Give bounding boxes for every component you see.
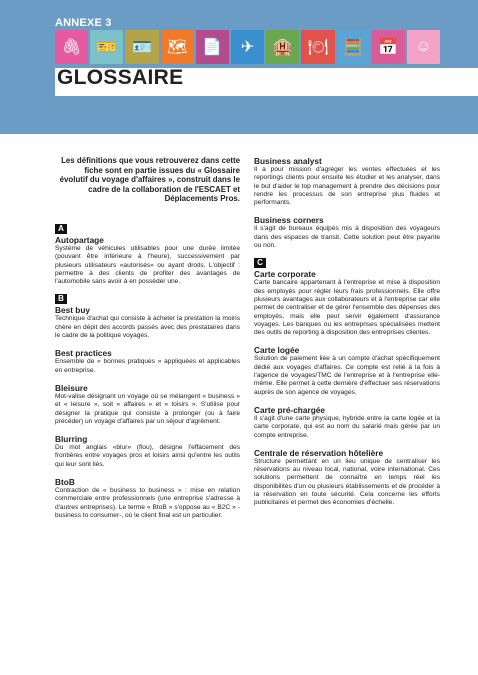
right-column — [254, 156, 440, 516]
glossary-definition: Système de véhicules utilisables pour une durée limitée (pouvant être inférieure à l'heure), successivement par plusieurs utilisateurs «autorisés» ou ayant droits. L'objectif : permettre à des clients de profiter des avantages de l'automobile sans avoir à en posséder une. — [55, 244, 240, 286]
airplane-icon: ✈ — [231, 30, 264, 64]
right-sections — [254, 156, 440, 508]
glossary-term: Carte corporate — [254, 269, 316, 280]
glossary-definition: Technique d'achat qui consiste à acheter la prestation la moins chère en dépit des accords passés avec des prestataires dans le cadre de la politique voyages. — [55, 315, 240, 340]
dining-icon: 🍽 — [301, 30, 334, 64]
icon-strip — [55, 30, 440, 64]
smiley-icon: ☺ — [407, 30, 440, 64]
header-band — [0, 0, 478, 134]
section-letter: A — [55, 224, 67, 234]
glossary-term: Carte pré-chargée — [254, 404, 326, 415]
glossary-term: Best buy — [55, 305, 91, 316]
ticket-icon: 🎫 — [90, 30, 123, 64]
map-icon: 🗺 — [161, 30, 194, 64]
left-column — [55, 156, 240, 528]
glossary-definition: Il a pour mission d'agréger les ventes effectuées et les reportings clients pour ensuite les étudier et les analyser, dans le but d'aider le top management à prendre des décisions pour rendre les processus de son entreprise plus fluides et performants. — [254, 166, 440, 207]
glossary-definition: Ensemble de « bonnes pratiques » appliquées et applicables en entreprise. — [55, 358, 240, 374]
glossary-term: Business analyst — [254, 156, 322, 166]
section-letter: B — [55, 294, 67, 304]
intro-paragraph: Les définitions que vous retrouverez dans cette fiche sont en partie issues du « Glossaire évolutif du voyage d'affaires », construit dans le cadre de la collaboration de l'ESCAET et Déplacements Pros. — [59, 156, 240, 204]
glossary-term: Autopartage — [55, 234, 104, 245]
glossary-definition: Solution de paiement liée à un compte d'achat spécifiquement dédié aux voyages d'affaires. Ce compte est relié à la fois à l'agence de voyages/TMC de l'entreprise et à l'entreprise elle-même. Elle permet à cette dernière d'effectuer ses réservations auprès de son agence de voyages. — [254, 355, 440, 396]
section-letter: C — [254, 258, 266, 268]
paperclip-icon: 🖇 — [55, 30, 88, 64]
hotel-icon: 🏨 — [266, 30, 299, 64]
page-title: GLOSSAIRE — [57, 66, 184, 89]
glossary-definition: Mot-valise désignant un voyage où se mélangent « business » et « leisure », soit « affaires » et « loisirs ». S'utilise pour désigner la pratique qui consiste à prolonger (ou à faire précéder) un voyage d'affaires par un séjour d'agrément. — [55, 392, 240, 425]
glossary-definition: Contraction de « business to business » : mise en relation commerciale entre professionnels (une entreprise s'adresse à d'autres entreprises). Le terme « BtoB » s'oppose au « B2C » -business to consumer-, où le client final est un particulier. — [55, 487, 240, 519]
glossary-term: Business corners — [254, 215, 324, 226]
glossary-definition: Structure permettant en un lieu unique de centraliser les réservations au niveau local, national, voire international. Ces solutions permettent de connaître en temps réel les disponibilités d'un ou plusieurs établissements et de procéder à la réservation en toute sécurité. Cela concerne les efforts publicitaires et permet des économies d'échelle. — [254, 457, 440, 507]
glossary-definition: Carte bancaire appartenant à l'entreprise et mise à disposition des employés pour régler leurs frais professionnels. Elle offre plusieurs avantages aux collaborateurs et à l'entreprise car elle permet de centraliser et de gérer l'ensemble des dépenses des employés, mais elle peut servir également d'assurance voyages. Les banques ou les entreprises spécialisées mettent des outils de reporting à disposition des entreprises clientes. — [254, 279, 440, 337]
calculator-icon: 🧮 — [337, 30, 370, 64]
glossary-term: Carte logée — [254, 345, 300, 356]
calendar-icon: 📅 — [372, 30, 405, 64]
glossary-term: Centrale de réservation hôtelière — [254, 447, 384, 458]
glossary-term: Bleisure — [55, 382, 88, 393]
glossary-term: Best practices — [55, 348, 112, 359]
glossary-definition: Il s'agit de bureaux équipés mis à disposition des voyageurs dans des espaces de transit. Cette solution peut être payante ou non. — [254, 225, 440, 250]
glossary-definition: Il s'agit d'une carte physique, hybride entre la carte logée et la carte corporate, qui est au nom du salarié mais gérée par un compte entreprise. — [254, 414, 440, 439]
document-icon: 📄 — [196, 30, 229, 64]
glossary-term: Blurring — [55, 434, 88, 445]
glossary-term: BtoB — [55, 477, 75, 488]
annex-label: ANNEXE 3 — [55, 17, 112, 29]
glossary-definition: Du mot anglais «blur» (flou), désigne l'effacement des frontières entre voyages pros et loisirs ainsi qu'entre les outils qui leur sont liés. — [55, 444, 240, 468]
passport-icon: 🪪 — [125, 30, 158, 64]
left-sections — [55, 224, 240, 520]
